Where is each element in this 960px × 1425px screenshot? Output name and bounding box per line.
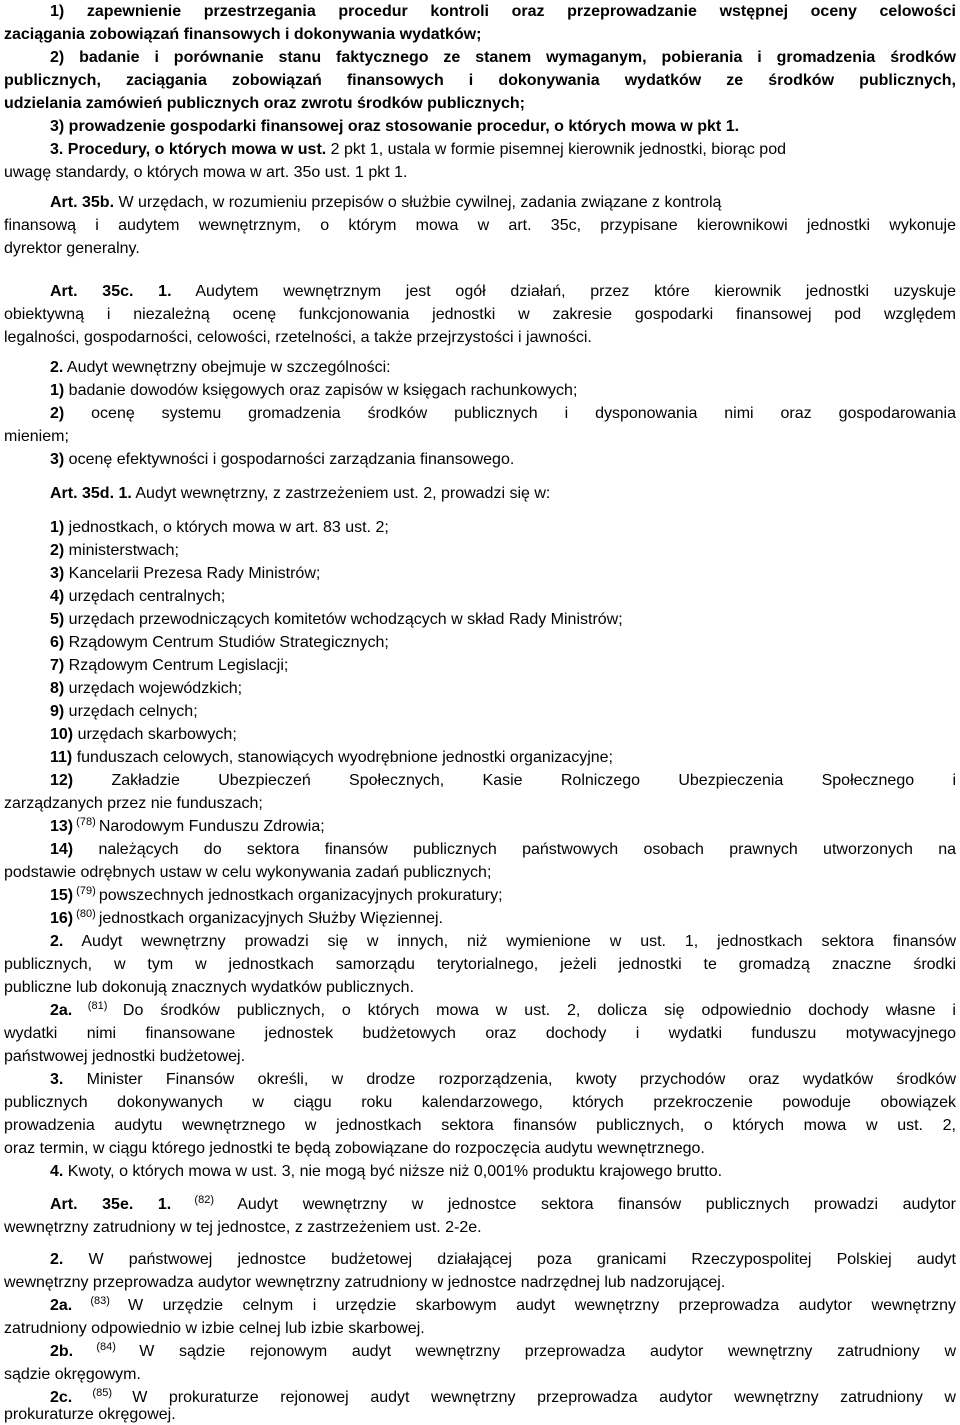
text-segment: zatrudniony odpowiednio w izbie celnej lub izbie skarbowej. xyxy=(4,1320,425,1337)
bold-text: 2c. xyxy=(50,1389,73,1406)
text-line xyxy=(4,305,956,325)
bold-text: 2. xyxy=(50,359,64,376)
footnote-marker: (80) xyxy=(73,908,99,920)
bold-text: Art. 35c. 1. xyxy=(50,283,172,300)
bold-text: 2) xyxy=(50,542,65,559)
text-segment: wydatki nimi finansowane jednostek budżetowych oraz dochody i wydatki funduszu motywacyjnego xyxy=(4,1025,956,1042)
text-segment: ocenę systemu gromadzenia środków publicznych i dysponowania nimi oraz gospodarowania xyxy=(64,405,956,422)
text-line xyxy=(4,1195,956,1215)
text-line xyxy=(4,909,956,929)
bold-text: 1) zapewnienie przestrzegania procedur kontroli oraz przeprowadzanie wstępnej oceny celowości xyxy=(50,3,956,20)
bold-text: 7) xyxy=(50,657,65,674)
text-segment: Do środków publicznych, o których mowa w ust. 2, dolicza się odpowiednio dochody własne i xyxy=(122,1002,956,1019)
text-segment: Narodowym Funduszu Zdrowia; xyxy=(98,818,325,835)
footnote-marker: (85) xyxy=(72,1387,133,1399)
text-line xyxy=(4,450,956,470)
text-line xyxy=(4,282,956,302)
text-line xyxy=(4,840,956,860)
text-line xyxy=(4,1139,956,1159)
text-line xyxy=(4,610,956,630)
text-line xyxy=(4,1250,956,1270)
text-line xyxy=(4,1319,956,1339)
text-segment: Kwoty, o których mowa w ust. 3, nie mogą być niższe niż 0,001% produktu krajowego brutto. xyxy=(63,1163,723,1180)
bold-text: Art. 35e. 1. xyxy=(50,1196,172,1213)
text-segment: sądzie okręgowym. xyxy=(4,1366,141,1383)
text-line xyxy=(4,239,956,259)
text-segment: wewnętrzny zatrudniony w tej jednostce, z zastrzeżeniem ust. 2-2e. xyxy=(4,1219,482,1236)
text-segment: państwowej jednostki budżetowej. xyxy=(4,1048,246,1065)
text-line xyxy=(4,1273,956,1293)
text-line xyxy=(4,163,956,183)
text-line xyxy=(4,427,956,447)
bold-text: 3) prowadzenie gospodarki finansowej oraz stosowanie procedur, o których mowa w pkt 1. xyxy=(50,118,740,135)
text-line xyxy=(4,1093,956,1113)
bold-text: 5) xyxy=(50,611,65,628)
text-segment: Audyt wewnętrzny w jednostce sektora finansów publicznych prowadzi audytor xyxy=(237,1196,956,1213)
text-segment: ministerstwach; xyxy=(64,542,179,559)
bold-text: 2) xyxy=(50,405,65,422)
text-segment: 2 pkt 1, ustala w formie pisemnej kierownik jednostki, biorąc pod xyxy=(326,141,786,158)
text-segment: legalności, gospodarności, celowości, rzetelności, a także przejrzystości i jawności. xyxy=(4,329,592,346)
text-segment: Audyt wewnętrzny obejmuje w szczególności: xyxy=(63,359,391,376)
text-line xyxy=(4,932,956,952)
text-line xyxy=(4,1001,956,1021)
text-line xyxy=(4,1047,956,1067)
text-line xyxy=(4,679,956,699)
bold-text: 1) xyxy=(50,519,65,536)
bold-text: 14) xyxy=(50,841,74,858)
text-line xyxy=(4,771,956,791)
text-line xyxy=(4,328,956,348)
text-line xyxy=(4,541,956,561)
bold-text: 4. xyxy=(50,1163,64,1180)
footnote-marker: (83) xyxy=(72,1295,128,1307)
footnote-marker: (79) xyxy=(73,885,99,897)
bold-text: Art. 35b. xyxy=(50,194,115,211)
text-line xyxy=(4,863,956,883)
text-segment: Audytem wewnętrznym jest ogół działań, przez które kierownik jednostki uzyskuje xyxy=(171,283,956,300)
bold-text: Art. 35d. 1. xyxy=(50,485,132,502)
text-segment: publicznych, w tym w jednostkach samorządu terytorialnego, jeżeli jednostki te gromadzą znaczne środki xyxy=(4,956,956,973)
text-segment: finansową i audytem wewnętrznym, o którym mowa w art. 35c, przypisane kierownikowi jednostki wykonuje xyxy=(4,217,956,234)
bold-text: 1) xyxy=(50,382,65,399)
text-line xyxy=(4,587,956,607)
text-line xyxy=(4,1405,956,1425)
bold-text: 15) xyxy=(50,887,74,904)
text-segment: publicznych dokonywanych w ciągu roku kalendarzowego, których przekroczenie powoduje obowiązek xyxy=(4,1094,956,1111)
bold-text: 3. xyxy=(50,1071,64,1088)
bold-text: 2a. xyxy=(50,1297,73,1314)
text-segment: dyrektor generalny. xyxy=(4,240,140,257)
text-segment: prowadzenia audytu wewnętrznego w jednostkach sektora finansów publicznych, o których mowa w ust. 2, xyxy=(4,1117,956,1134)
bold-text: 9) xyxy=(50,703,65,720)
text-segment: zarządzanych przez nie funduszach; xyxy=(4,795,263,812)
text-line xyxy=(4,1296,956,1316)
text-line xyxy=(4,725,956,745)
text-line xyxy=(4,140,956,160)
text-line xyxy=(4,94,956,114)
bold-text: 12) xyxy=(50,772,74,789)
text-segment: funduszach celowych, stanowiących wyodrębnione jednostki organizacyjne; xyxy=(72,749,613,766)
text-line xyxy=(4,1365,956,1385)
text-line xyxy=(4,193,956,213)
bold-text: 2a. xyxy=(50,1002,73,1019)
text-segment: urzędach przewodniczących komitetów wchodzących w skład Rady Ministrów; xyxy=(64,611,623,628)
text-line xyxy=(4,1218,956,1238)
text-line xyxy=(4,518,956,538)
text-segment: Zakładzie Ubezpieczeń Społecznych, Kasie Rolniczego Ubezpieczenia Społecznego i xyxy=(73,772,956,789)
text-line xyxy=(4,2,956,22)
text-line xyxy=(4,702,956,722)
text-line xyxy=(4,1024,956,1044)
bold-text: 2b. xyxy=(50,1343,74,1360)
text-line xyxy=(4,748,956,768)
text-line xyxy=(4,71,956,91)
text-segment: należących do sektora finansów publicznych państwowych osobach prawnych utworzonych na xyxy=(73,841,956,858)
footnote-marker: (78) xyxy=(73,816,99,828)
bold-text: udzielania zamówień publicznych oraz zwrotu środków publicznych; xyxy=(4,95,525,112)
text-line xyxy=(4,794,956,814)
text-segment: prokuraturze okręgowej. xyxy=(4,1406,176,1423)
text-segment: mieniem; xyxy=(4,428,69,445)
text-line xyxy=(4,1342,956,1362)
bold-text: 2. xyxy=(50,933,64,950)
bold-text: 16) xyxy=(50,910,74,927)
text-line xyxy=(4,358,956,378)
bold-text: 10) xyxy=(50,726,74,743)
text-segment: powszechnych jednostkach organizacyjnych prokuratury; xyxy=(98,887,503,904)
text-line xyxy=(4,404,956,424)
text-segment: Rządowym Centrum Studiów Strategicznych; xyxy=(64,634,389,651)
bold-text: 2) badanie i porównanie stanu faktycznego ze stanem wymaganym, pobierania i gromadzenia środków xyxy=(50,49,956,66)
text-line xyxy=(4,955,956,975)
text-line xyxy=(4,817,956,837)
text-segment: urzędach wojewódzkich; xyxy=(64,680,243,697)
text-line xyxy=(4,1070,956,1090)
text-line xyxy=(4,381,956,401)
text-segment: jednostkach organizacyjnych Służby Więziennej. xyxy=(98,910,443,927)
text-segment: Minister Finansów określi, w drodze rozporządzenia, kwoty przychodów oraz wydatków środków xyxy=(63,1071,956,1088)
text-line xyxy=(4,48,956,68)
bold-text: 8) xyxy=(50,680,65,697)
text-segment: obiektywną i niezależną ocenę funkcjonowania jednostki w zakresie gospodarki finansowej pod względem xyxy=(4,306,956,323)
footnote-marker: (84) xyxy=(73,1341,140,1353)
text-line xyxy=(4,1162,956,1182)
text-line xyxy=(4,484,956,504)
text-line xyxy=(4,886,956,906)
text-segment: Kancelarii Prezesa Rady Ministrów; xyxy=(64,565,321,582)
bold-text: 11) xyxy=(50,749,73,766)
footnote-marker: (82) xyxy=(171,1194,238,1206)
text-segment: Audyt wewnętrzny prowadzi się w innych, niż wymienione w ust. 1, jednostkach sektora finansów xyxy=(63,933,956,950)
bold-text: zaciągania zobowiązań finansowych i dokonywania wydatków; xyxy=(4,26,482,43)
text-line xyxy=(4,1116,956,1136)
text-segment: W sądzie rejonowym audyt wewnętrzny przeprowadza audytor wewnętrzny zatrudniony w xyxy=(139,1343,956,1360)
text-segment: Audyt wewnętrzny, z zastrzeżeniem ust. 2, prowadzi się w: xyxy=(131,485,551,502)
text-segment: Rządowym Centrum Legislacji; xyxy=(64,657,289,674)
text-line xyxy=(4,978,956,998)
text-line xyxy=(4,25,956,45)
footnote-marker: (81) xyxy=(72,1000,123,1012)
text-segment: podstawie odrębnych ustaw w celu wykonywania zadań publicznych; xyxy=(4,864,492,881)
text-line xyxy=(4,117,956,137)
text-segment: oraz termin, w ciągu którego jednostki te będą zobowiązane do rozpoczęcia audytu wewnętrznego. xyxy=(4,1140,705,1157)
bold-text: 6) xyxy=(50,634,65,651)
text-segment: uwagę standardy, o których mowa w art. 35o ust. 1 pkt 1. xyxy=(4,164,408,181)
bold-text: 2. xyxy=(50,1251,64,1268)
text-segment: jednostkach, o których mowa w art. 83 ust. 2; xyxy=(64,519,389,536)
text-segment: urzędach centralnych; xyxy=(64,588,226,605)
bold-text: publicznych, zaciągania zobowiązań finansowych i dokonywania wydatków ze środków publicznych, xyxy=(4,72,956,89)
text-segment: urzędach skarbowych; xyxy=(73,726,237,743)
text-segment: badanie dowodów księgowych oraz zapisów w księgach rachunkowych; xyxy=(64,382,578,399)
bold-text: 3) xyxy=(50,565,65,582)
text-segment: W państwowej jednostce budżetowej działającej poza granicami Rzeczypospolitej Polskiej audyt xyxy=(63,1251,956,1268)
text-segment: ocenę efektywności i gospodarności zarządzania finansowego. xyxy=(64,451,515,468)
bold-text: 3) xyxy=(50,451,65,468)
text-line xyxy=(4,216,956,236)
text-segment: publiczne lub dokonują znacznych wydatków publicznych. xyxy=(4,979,415,996)
text-line xyxy=(4,656,956,676)
text-segment: wewnętrzny przeprowadza audytor wewnętrzny zatrudniony w jednostce nadrzędnej lub nadzorującej. xyxy=(4,1274,726,1291)
text-segment: W prokuraturze rejonowej audyt wewnętrzny przeprowadza audytor wewnętrzny zatrudniony w xyxy=(132,1389,956,1406)
bold-text: 3. Procedury, o których mowa w ust. xyxy=(50,141,327,158)
bold-text: 13) xyxy=(50,818,74,835)
text-segment: W urzędzie celnym i urzędzie skarbowym audyt wewnętrzny przeprowadza audytor wewnętrzny xyxy=(128,1297,956,1314)
text-line xyxy=(4,633,956,653)
bold-text: 4) xyxy=(50,588,65,605)
text-segment: W urzędach, w rozumieniu przepisów o służbie cywilnej, zadania związane z kontrolą xyxy=(114,194,722,211)
text-segment: urzędach celnych; xyxy=(64,703,198,720)
text-line xyxy=(4,564,956,584)
